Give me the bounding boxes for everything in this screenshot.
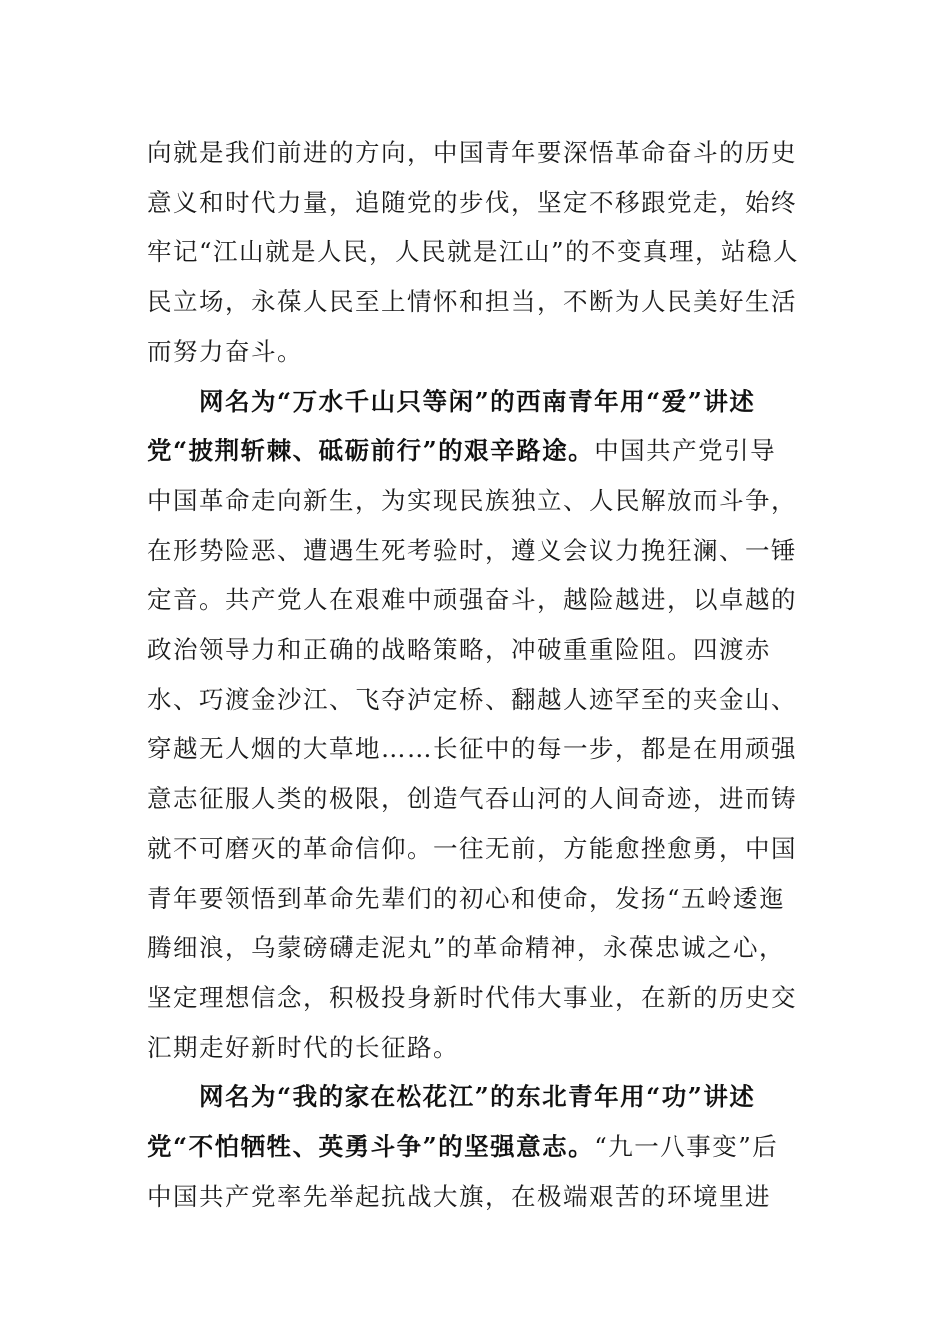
paragraph-southwest-youth: [147, 377, 802, 1073]
paragraph-text: 中国共产党引导中国革命走向新生，为实现民族独立、人民解放而斗争，在形势险恶、遭遇生死考验时，遵义会议力挽狂澜、一锤定音。共产党人在艰难中顽强奋斗，越险越进，以卓越的政治领导力和正确的战略策略，冲破重重险阻。四渡赤水、巧渡金沙江、飞夺泸定桥、翻越人迹罕至的夹金山、穿越无人烟的大草地……长征中的每一步，都是在用顽强意志征服人类的极限，创造气吞山河的人间奇迹，进而铸就不可磨灭的革命信仰。一往无前，方能愈挫愈勇，中国青年要领悟到革命先辈们的初心和使命，发扬“五岭逶迤腾细浪，乌蒙磅礴走泥丸”的革命精神，永葆忠诚之心，坚定理想信念，积极投身新时代伟大事业，在新的历史交汇期走好新时代的长征路。: [147, 436, 797, 1062]
paragraph-lead-sentence: 网名为“万水千山只等闲”的西南青年用“爱”讲述党“披荆斩棘、砥砺前行”的艰辛路途。: [147, 386, 756, 466]
paragraph-text: 向就是我们前进的方向，中国青年要深悟革命奋斗的历史意义和时代力量，追随党的步伐，坚定不移跟党走，始终牢记“江山就是人民，人民就是江山”的不变真理，站稳人民立场，永葆人民至上情怀和担当，不断为人民美好生活而努力奋斗。: [147, 138, 800, 366]
paragraph-lead-sentence: 网名为“我的家在松花江”的东北青年用“功”讲述党“不怕牺牲、英勇斗争”的坚强意志。: [147, 1082, 756, 1162]
document-body: [147, 128, 802, 1221]
paragraph-northeast-youth: [147, 1072, 802, 1221]
paragraph-continuation: [147, 128, 802, 377]
paragraph-text: “九一八事变”后中国共产党率先举起抗战大旗，在极端艰苦的环境里进: [147, 1132, 779, 1211]
